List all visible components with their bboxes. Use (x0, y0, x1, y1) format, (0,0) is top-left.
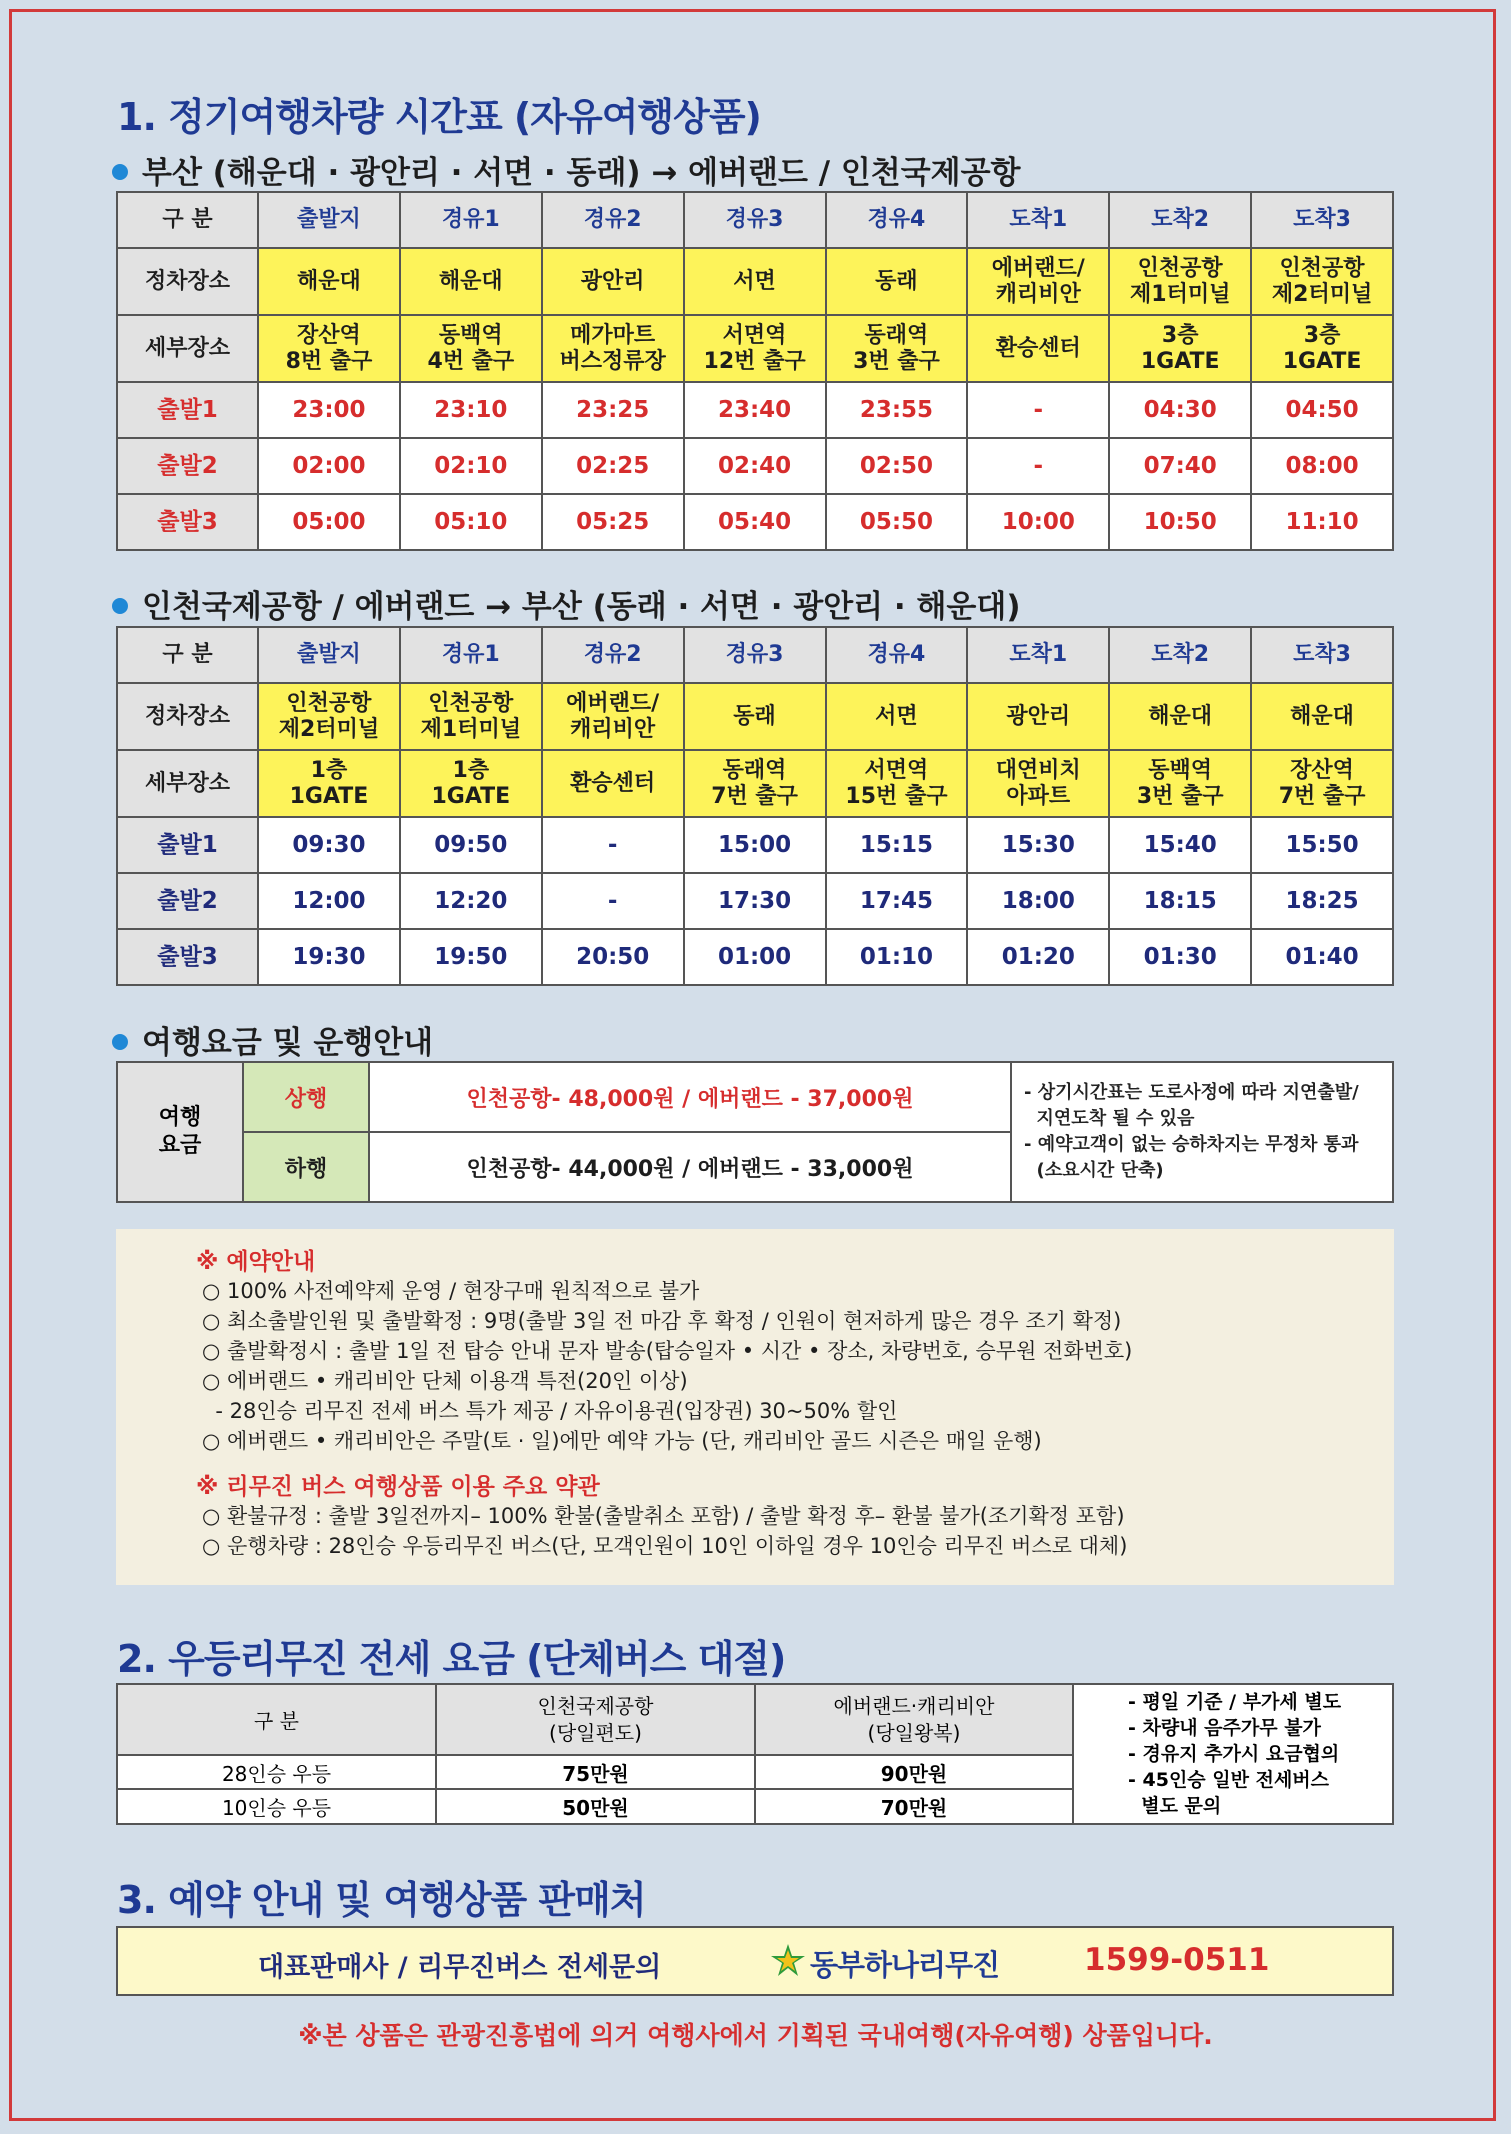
bullet-icon (112, 164, 128, 180)
contact-label: 대표판매사 / 리무진버스 전세문의 (258, 1952, 662, 1983)
bullet-icon (112, 598, 128, 614)
charter-row-label: 10인승 우등 (117, 1789, 436, 1824)
charter-note: - 평일 기준 / 부가세 별도 - 차량내 음주가무 불가 - 경유지 추가시 요금협의 - 45인승 일반 전세버스 별도 문의 (1073, 1684, 1393, 1824)
time-cell: 15:15 (826, 817, 968, 873)
row-label-detail: 세부장소 (117, 315, 258, 382)
route2-title (112, 581, 1021, 626)
time-cell: 01:00 (684, 929, 826, 985)
detail-cell: 1층 1GATE (400, 750, 542, 817)
down-label: 하행 (243, 1132, 369, 1202)
stop-cell: 해운대 (258, 248, 400, 315)
detail-cell: 환승센터 (542, 750, 684, 817)
column-header: 도착2 (1109, 192, 1251, 248)
route1-title (112, 147, 1021, 192)
row-label-stop: 정차장소 (117, 683, 258, 750)
column-header: 경유1 (400, 192, 542, 248)
charter-header-incheon: 인천국제공항 (당일편도) (436, 1684, 755, 1755)
time-cell: 23:00 (258, 382, 400, 438)
time-cell: - (967, 382, 1109, 438)
time-cell: 18:00 (967, 873, 1109, 929)
column-header: 경유3 (684, 627, 826, 683)
stop-cell: 해운대 (400, 248, 542, 315)
time-cell: 04:50 (1251, 382, 1393, 438)
detail-cell: 동래역 7번 출구 (684, 750, 826, 817)
detail-cell: 동백역 3번 출구 (1109, 750, 1251, 817)
time-cell: 02:50 (826, 438, 968, 494)
detail-cell: 환승센터 (967, 315, 1109, 382)
time-cell: 08:00 (1251, 438, 1393, 494)
column-header: 출발지 (258, 627, 400, 683)
detail-cell: 동래역 3번 출구 (826, 315, 968, 382)
time-cell: 15:30 (967, 817, 1109, 873)
time-cell: 01:10 (826, 929, 968, 985)
time-cell: 10:00 (967, 494, 1109, 550)
fare-title (112, 1017, 433, 1062)
terms-line: ○ 운행차량 : 28인승 우등리무진 버스(단, 모객인원이 10인 이하일 경우 10인승 리무진 버스로 대체) (202, 1534, 1128, 1558)
time-cell: 04:30 (1109, 382, 1251, 438)
route1-title-text: 부산 (해운대 · 광안리 · 서면 · 동래) → 에버랜드 / 인천국제공항 (142, 155, 1021, 191)
time-cell: 15:00 (684, 817, 826, 873)
stop-cell: 광안리 (542, 248, 684, 315)
time-cell: - (542, 873, 684, 929)
time-cell: 09:50 (400, 817, 542, 873)
terms-line: ○ 환불규정 : 출발 3일전까지– 100% 환불(출발취소 포함) / 출발 확정 후– 환불 불가(조기확정 포함) (202, 1504, 1125, 1528)
stop-cell: 해운대 (1251, 683, 1393, 750)
stop-cell: 서면 (826, 683, 968, 750)
stop-cell: 에버랜드/ 캐리비안 (967, 248, 1109, 315)
time-cell: 02:25 (542, 438, 684, 494)
departure-label: 출발1 (117, 382, 258, 438)
time-cell: 12:20 (400, 873, 542, 929)
stop-cell: 동래 (684, 683, 826, 750)
column-header: 도착3 (1251, 192, 1393, 248)
brand-star-icon (770, 1942, 806, 1982)
detail-cell: 메가마트 버스정류장 (542, 315, 684, 382)
column-header: 도착3 (1251, 627, 1393, 683)
route2-title-text: 인천국제공항 / 에버랜드 → 부산 (동래 · 서면 · 광안리 · 해운대) (142, 589, 1021, 625)
departure-label: 출발1 (117, 817, 258, 873)
stop-cell: 인천공항 제1터미널 (1109, 248, 1251, 315)
detail-cell: 1층 1GATE (258, 750, 400, 817)
time-cell: 05:40 (684, 494, 826, 550)
column-header: 도착1 (967, 192, 1109, 248)
charter-row-label: 28인승 우등 (117, 1755, 436, 1789)
stop-cell: 인천공항 제2터미널 (1251, 248, 1393, 315)
time-cell: 12:00 (258, 873, 400, 929)
reservation-title: ※ 예약안내 (196, 1249, 316, 1275)
brand-name: 동부하나리무진 (810, 1948, 1000, 1982)
row-label-detail: 세부장소 (117, 750, 258, 817)
charter-row-value: 75만원 (436, 1755, 755, 1789)
down-price: 인천공항- 44,000원 / 에버랜드 - 33,000원 (369, 1132, 1011, 1202)
time-cell: 02:40 (684, 438, 826, 494)
departure-label: 출발2 (117, 438, 258, 494)
column-header: 출발지 (258, 192, 400, 248)
stop-cell: 인천공항 제2터미널 (258, 683, 400, 750)
column-header: 경유1 (400, 627, 542, 683)
charter-fare-table (116, 1683, 1394, 1825)
reservation-line: ○ 출발확정시 : 출발 1일 전 탑승 안내 문자 발송(탑승일자 • 시간 • 장소, 차량번호, 승무원 전화번호) (202, 1339, 1133, 1363)
timetable-busan-to-everland (116, 191, 1394, 551)
detail-cell: 서면역 12번 출구 (684, 315, 826, 382)
departure-label: 출발3 (117, 929, 258, 985)
time-cell: 15:50 (1251, 817, 1393, 873)
column-header: 경유2 (542, 627, 684, 683)
column-header: 경유2 (542, 192, 684, 248)
reservation-line: ○ 100% 사전예약제 운영 / 현장구매 원칙적으로 불가 (202, 1279, 700, 1303)
reservation-line: ○ 에버랜드 • 캐리비안 단체 이용객 특전(20인 이상) (202, 1369, 688, 1393)
reservation-notice (116, 1229, 1394, 1585)
time-cell: - (967, 438, 1109, 494)
column-header: 경유4 (826, 627, 968, 683)
time-cell: 20:50 (542, 929, 684, 985)
fare-table (116, 1061, 1394, 1203)
time-cell: 05:25 (542, 494, 684, 550)
column-header-label: 구 분 (117, 192, 258, 248)
time-cell: 23:25 (542, 382, 684, 438)
time-cell: - (542, 817, 684, 873)
time-cell: 01:20 (967, 929, 1109, 985)
up-price: 인천공항- 48,000원 / 에버랜드 - 37,000원 (369, 1062, 1011, 1132)
time-cell: 09:30 (258, 817, 400, 873)
section1-title: 1. 정기여행차량 시간표 (자유여행상품) (117, 95, 761, 139)
stop-cell: 광안리 (967, 683, 1109, 750)
time-cell: 11:10 (1251, 494, 1393, 550)
bullet-icon (112, 1034, 128, 1050)
time-cell: 17:45 (826, 873, 968, 929)
charter-row-value: 70만원 (755, 1789, 1073, 1824)
column-header: 도착2 (1109, 627, 1251, 683)
charter-header-type: 구 분 (117, 1684, 436, 1755)
departure-label: 출발3 (117, 494, 258, 550)
time-cell: 18:25 (1251, 873, 1393, 929)
fare-note: - 상기시간표는 도로사정에 따라 지연출발/ 지연도착 될 수 있음 - 예약고객이 없는 승하차지는 무정차 통과 (소요시간 단축) (1011, 1062, 1393, 1202)
stop-cell: 동래 (826, 248, 968, 315)
column-header: 경유3 (684, 192, 826, 248)
time-cell: 23:55 (826, 382, 968, 438)
time-cell: 18:15 (1109, 873, 1251, 929)
footer-notice: ※본 상품은 관광진흥법에 의거 여행사에서 기획된 국내여행(자유여행) 상품입니다. (298, 2021, 1213, 2050)
stop-cell: 에버랜드/ 캐리비안 (542, 683, 684, 750)
time-cell: 15:40 (1109, 817, 1251, 873)
time-cell: 05:10 (400, 494, 542, 550)
terms-title: ※ 리무진 버스 여행상품 이용 주요 약관 (196, 1474, 600, 1500)
detail-cell: 대연비치 아파트 (967, 750, 1109, 817)
detail-cell: 동백역 4번 출구 (400, 315, 542, 382)
section3-title: 3. 예약 안내 및 여행상품 판매처 (117, 1878, 646, 1922)
time-cell: 23:10 (400, 382, 542, 438)
time-cell: 05:00 (258, 494, 400, 550)
time-cell: 10:50 (1109, 494, 1251, 550)
up-label: 상행 (243, 1062, 369, 1132)
time-cell: 07:40 (1109, 438, 1251, 494)
column-header: 경유4 (826, 192, 968, 248)
time-cell: 02:00 (258, 438, 400, 494)
time-cell: 05:50 (826, 494, 968, 550)
departure-label: 출발2 (117, 873, 258, 929)
section2-title: 2. 우등리무진 전세 요금 (단체버스 대절) (117, 1637, 786, 1681)
charter-header-everland: 에버랜드·캐리비안 (당일왕복) (755, 1684, 1073, 1755)
reservation-line: ○ 최소출발인원 및 출발확정 : 9명(출발 3일 전 마감 후 확정 / 인원이 현저하게 많은 경우 조기 확정) (202, 1309, 1122, 1333)
reservation-line: ○ 에버랜드 • 캐리비안은 주말(토 · 일)에만 예약 가능 (단, 캐리비안 골드 시즌은 매일 운행) (202, 1429, 1042, 1453)
time-cell: 19:50 (400, 929, 542, 985)
detail-cell: 서면역 15번 출구 (826, 750, 968, 817)
time-cell: 01:30 (1109, 929, 1251, 985)
column-header: 도착1 (967, 627, 1109, 683)
detail-cell: 장산역 7번 출구 (1251, 750, 1393, 817)
time-cell: 19:30 (258, 929, 400, 985)
stop-cell: 해운대 (1109, 683, 1251, 750)
stop-cell: 인천공항 제1터미널 (400, 683, 542, 750)
detail-cell: 3층 1GATE (1251, 315, 1393, 382)
time-cell: 02:10 (400, 438, 542, 494)
contact-bar (116, 1926, 1394, 1996)
fare-label: 여행 요금 (117, 1062, 243, 1202)
row-label-stop: 정차장소 (117, 248, 258, 315)
detail-cell: 장산역 8번 출구 (258, 315, 400, 382)
time-cell: 01:40 (1251, 929, 1393, 985)
charter-row-value: 90만원 (755, 1755, 1073, 1789)
fare-title-text: 여행요금 및 운행안내 (142, 1025, 434, 1061)
time-cell: 23:40 (684, 382, 826, 438)
detail-cell: 3층 1GATE (1109, 315, 1251, 382)
reservation-line: - 28인승 리무진 전세 버스 특가 제공 / 자유이용권(입장권) 30~50% 할인 (202, 1399, 898, 1423)
stop-cell: 서면 (684, 248, 826, 315)
charter-row-value: 50만원 (436, 1789, 755, 1824)
time-cell: 17:30 (684, 873, 826, 929)
timetable-incheon-to-busan (116, 626, 1394, 986)
column-header-label: 구 분 (117, 627, 258, 683)
contact-phone[interactable]: 1599-0511 (1084, 1942, 1270, 1978)
